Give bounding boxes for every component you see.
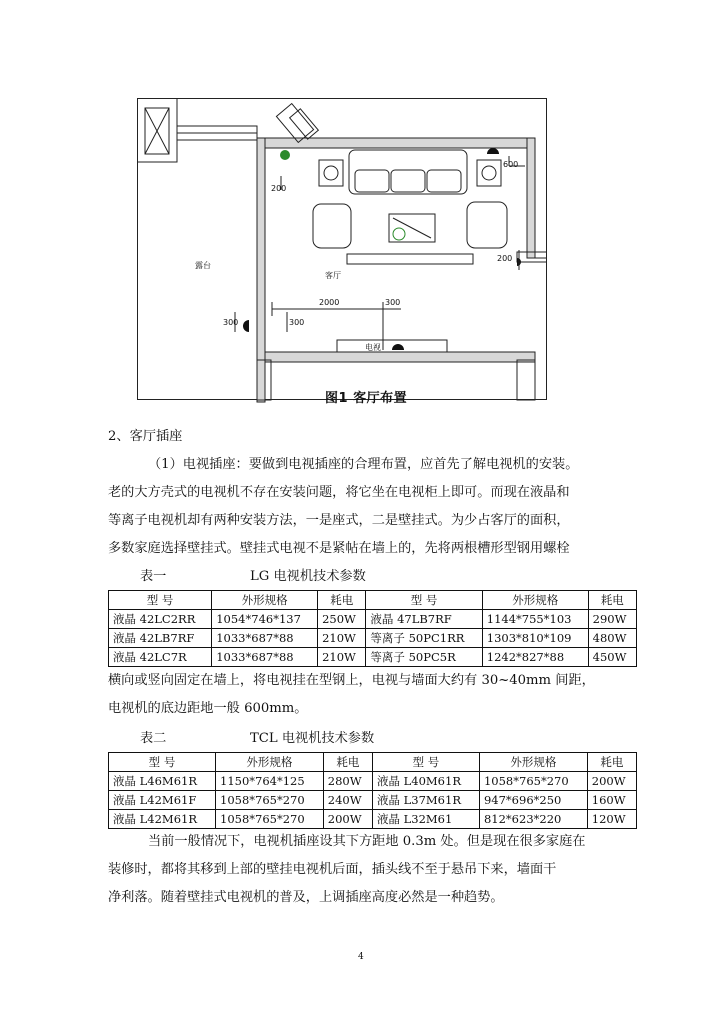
living-room-label: 客厅 — [325, 271, 341, 280]
table-row — [109, 791, 637, 810]
table-cell: 1054*746*137 — [212, 610, 318, 629]
paragraph1-line4: 多数家庭选择壁挂式。壁挂式电视不是紧帖在墙上的，先将两根槽形型钢用螺栓 — [108, 541, 570, 556]
dimension-300-left: 300 — [223, 318, 239, 327]
table-header-row — [109, 591, 637, 610]
table-cell: 1144*755*103 — [482, 610, 588, 629]
table-cell: 1033*687*88 — [212, 648, 318, 667]
table-header-row — [109, 753, 637, 772]
table-cell: 480W — [588, 629, 636, 648]
table-cell: 液晶 L46M61R — [109, 772, 216, 791]
table-cell: 液晶 L42M61R — [109, 810, 216, 829]
paragraph3-line1: 当前一般情况下，电视机插座设其下方距地 0.3m 处。但是现在很多家庭在 — [148, 834, 586, 849]
paragraph2-line1: 横向或竖向固定在墙上，将电视挂在型钢上，电视与墙面大约有 30~40mm 间距， — [108, 673, 595, 688]
table-header-cell: 外形规格 — [479, 753, 587, 772]
table-cell: 160W — [587, 791, 636, 810]
table1-title — [140, 565, 440, 583]
paragraph2-line2: 电视机的底边距地一般 600mm。 — [108, 701, 308, 716]
page-number: 4 — [358, 952, 364, 962]
table-cell: 210W — [318, 629, 366, 648]
table-cell: 液晶 L37M61R — [372, 791, 479, 810]
table-cell: 液晶 42LB7RF — [109, 629, 212, 648]
section-heading: 2、客厅插座 — [108, 429, 183, 444]
paragraph1-line1: （1）电视插座：要做到电视插座的合理布置，应首先了解电视机的安装。 — [148, 457, 579, 472]
table-cell: 液晶 L40M61R — [372, 772, 479, 791]
table-row — [109, 648, 637, 667]
dimension-300-vertical: 300 — [289, 318, 305, 327]
table-header-cell: 型 号 — [366, 591, 482, 610]
table-cell: 290W — [588, 610, 636, 629]
tv-label: 电视 — [365, 343, 381, 352]
paragraph3-line2: 装修时，都将其移到上部的壁挂电视机后面，插头线不至于悬吊下来，墙面干 — [108, 862, 557, 877]
table-header-cell: 耗电 — [588, 591, 636, 610]
table-row — [109, 629, 637, 648]
table-header-cell: 外形规格 — [482, 591, 588, 610]
table-cell: 1242*827*88 — [482, 648, 588, 667]
paragraph1-line3: 等离子电视机却有两种安装方法，一是座式，二是壁挂式。为少占客厅的面积， — [108, 513, 570, 528]
table1-caption: LG 电视机技术参数 — [250, 569, 366, 584]
table-cell: 120W — [587, 810, 636, 829]
table-row — [109, 810, 637, 829]
table-row — [109, 772, 637, 791]
table-cell: 200W — [587, 772, 636, 791]
table1-number: 表一 — [140, 569, 167, 584]
paragraph3-line3: 净利落。随着壁挂式电视机的普及，上调插座高度必然是一种趋势。 — [108, 890, 504, 905]
floor-plan-drawing — [137, 98, 547, 410]
living-room-floor-plan — [137, 98, 547, 410]
table-cell: 1058*765*270 — [479, 772, 587, 791]
tcl-spec-table — [108, 752, 637, 829]
table-cell: 1303*810*109 — [482, 629, 588, 648]
balcony-label: 露台 — [195, 261, 211, 270]
lg-spec-table — [108, 590, 637, 667]
table-cell: 液晶 L32M61 — [372, 810, 479, 829]
table-cell: 280W — [323, 772, 372, 791]
table-cell: 947*696*250 — [479, 791, 587, 810]
table-header-cell: 型 号 — [109, 753, 216, 772]
table-cell: 450W — [588, 648, 636, 667]
table-header-cell: 型 号 — [372, 753, 479, 772]
table-cell: 等离子 50PC5R — [366, 648, 482, 667]
table-header-cell: 耗电 — [323, 753, 372, 772]
paragraph1-line2: 老的大方壳式的电视机不存在安装问题，将它坐在电视柜上即可。而现在液晶和 — [108, 485, 570, 500]
table-header-cell: 外形规格 — [212, 591, 318, 610]
table-cell: 1033*687*88 — [212, 629, 318, 648]
dimension-2000: 2000 — [319, 298, 340, 307]
table-header-cell: 耗电 — [318, 591, 366, 610]
dimension-200-right: 200 — [497, 254, 513, 263]
dimension-300-top: 300 — [385, 298, 401, 307]
table-cell: 1150*764*125 — [216, 772, 324, 791]
table2-caption: TCL 电视机技术参数 — [250, 731, 375, 746]
table-cell: 液晶 47LB7RF — [366, 610, 482, 629]
table-cell: 1058*765*270 — [216, 810, 324, 829]
table-cell: 812*623*220 — [479, 810, 587, 829]
table-cell: 1058*765*270 — [216, 791, 324, 810]
table-cell: 液晶 42LC7R — [109, 648, 212, 667]
dimension-600: 600 — [503, 160, 519, 169]
table-cell: 250W — [318, 610, 366, 629]
table-header-cell: 型 号 — [109, 591, 212, 610]
figure-caption: 图1 客厅布置 — [325, 391, 408, 406]
table-cell: 液晶 42LC2RR — [109, 610, 212, 629]
table-header-cell: 耗电 — [587, 753, 636, 772]
table-header-cell: 外形规格 — [216, 753, 324, 772]
table-cell: 210W — [318, 648, 366, 667]
table-cell: 200W — [323, 810, 372, 829]
table-row — [109, 610, 637, 629]
table-cell: 液晶 L42M61F — [109, 791, 216, 810]
table-cell: 等离子 50PC1RR — [366, 629, 482, 648]
table-cell: 240W — [323, 791, 372, 810]
dimension-200-left: 200 — [271, 184, 287, 193]
table2-number: 表二 — [140, 731, 167, 746]
table2-title — [140, 727, 440, 745]
